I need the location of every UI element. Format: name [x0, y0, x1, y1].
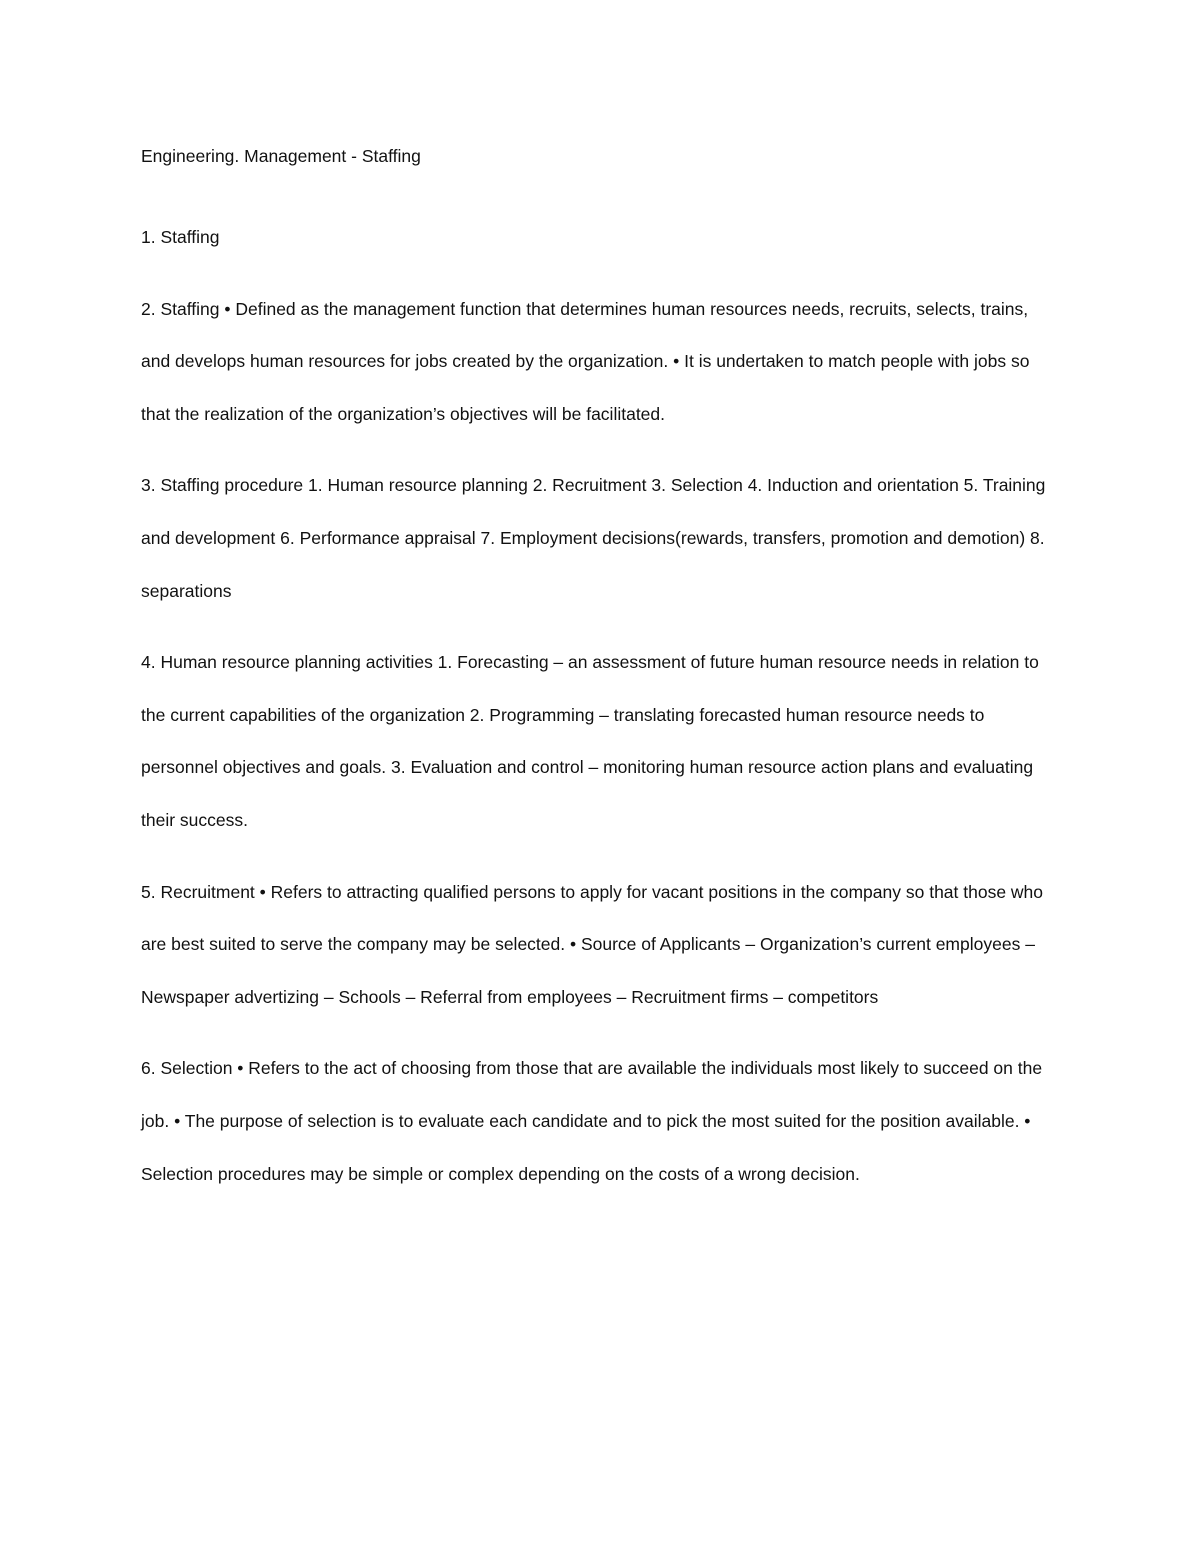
paragraph-staffing-definition: 2. Staffing • Defined as the management function that determines human resources needs, recruits, selects, trains, and develops human resources for jobs created by the organization. • It is undertaken to match people with jobs so that the realization of the organization’s objectives will be facilitated. — [141, 298, 1030, 424]
paragraph-recruitment: 5. Recruitment • Refers to attracting qualified persons to apply for vacant positions in the company so that those who are best suited to serve the company may be selected. • Source of Applicants – Organization’s current employees – Newspaper advertizing – Schools – Referral from employees – Recruitment firms – competitors — [141, 881, 1044, 1007]
document-title: Engineering. Management - Staffing — [141, 146, 421, 166]
paragraph-hr-planning: 4. Human resource planning activities 1. Forecasting – an assessment of future human resource needs in relation to the current capabilities of the organization 2. Programming – translating forecasted human resource needs to personnel objectives and goals. 3. Evaluation and control – monitoring human resource action plans and evaluating their success. — [141, 652, 1039, 830]
document-body — [141, 139, 1061, 1219]
paragraph-staffing-heading: 1. Staffing — [141, 227, 220, 247]
paragraph-selection: 6. Selection • Refers to the act of choosing from those that are available the individuals most likely to succeed on the job. • The purpose of selection is to evaluate each candidate and to pick the most suited for the position available. • Selection procedures may be simple or complex depending on the costs of a wrong decision. — [141, 1058, 1043, 1184]
paragraph-staffing-procedure: 3. Staffing procedure 1. Human resource planning 2. Recruitment 3. Selection 4. Induction and orientation 5. Training and development 6. Performance appraisal 7. Employment decisions(rewards, transfers, promotion and demotion) 8. separations — [141, 475, 1046, 601]
